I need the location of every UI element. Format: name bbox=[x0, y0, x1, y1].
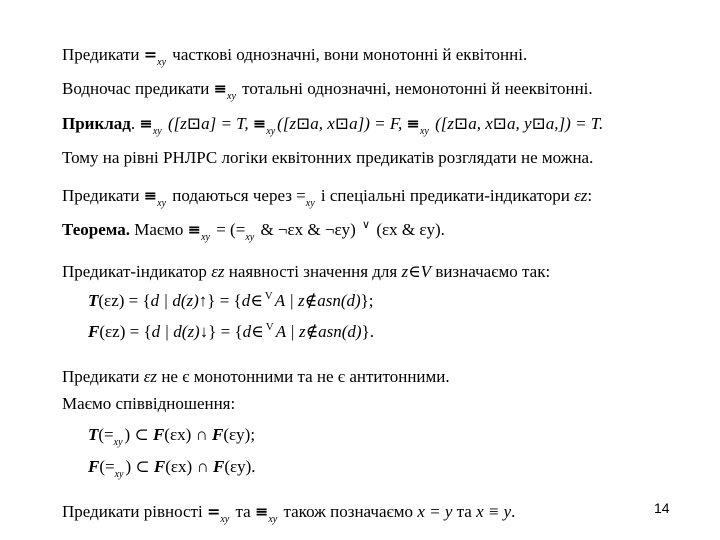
text: (εx) ∩ bbox=[164, 425, 213, 444]
T-symbol: T bbox=[88, 291, 99, 310]
line-8-formula-T bbox=[88, 291, 374, 313]
line-2 bbox=[62, 79, 593, 102]
superscript: V bbox=[264, 290, 273, 302]
text: Предикат-індикатор bbox=[62, 262, 212, 281]
text: Предикати bbox=[62, 45, 144, 64]
or-symbol: ∨ bbox=[362, 219, 371, 231]
F-symbol: F bbox=[88, 457, 100, 476]
subscript: xy bbox=[220, 514, 230, 525]
text: & ¬εx & ¬εy) bbox=[256, 220, 361, 239]
text: (εy). bbox=[224, 457, 256, 476]
eq-symbol: = bbox=[296, 186, 306, 205]
text: Предикати bbox=[62, 186, 144, 205]
variable: εz bbox=[143, 367, 158, 386]
text: Тому на рівні РНЛРС логіки еквітонних предикатів розглядати не можна. bbox=[62, 148, 594, 167]
text: Водночас предикати bbox=[62, 79, 214, 98]
subscript: xy bbox=[157, 198, 167, 209]
equiv-symbol: ≡ bbox=[143, 186, 158, 205]
line-12-relation-T bbox=[88, 425, 255, 448]
text: : bbox=[587, 186, 593, 205]
text: ) ⊂ bbox=[125, 457, 154, 476]
subscript: xy bbox=[152, 126, 162, 137]
text: . bbox=[130, 114, 140, 133]
text: } = { bbox=[207, 291, 242, 310]
equiv-symbol: ≡ bbox=[406, 114, 420, 133]
text: і спеціальні предикати-індикатори bbox=[316, 186, 575, 205]
text: та bbox=[231, 502, 255, 521]
equiv-symbol: ≡ bbox=[139, 114, 153, 133]
line-13-relation-F bbox=[88, 457, 256, 480]
subscript: xy bbox=[305, 198, 315, 209]
subscript: xy bbox=[113, 437, 123, 448]
F-symbol: F bbox=[88, 322, 100, 341]
formula: d∈ bbox=[242, 322, 264, 341]
variable: εz bbox=[574, 186, 588, 205]
line-9-formula-F bbox=[88, 322, 374, 344]
formula: d | d(z)↑ bbox=[150, 291, 208, 310]
text: визначаємо так: bbox=[431, 262, 551, 281]
formula: x = y bbox=[417, 502, 453, 521]
text: наявності значення для bbox=[224, 262, 402, 281]
text: Предикати bbox=[62, 367, 144, 386]
line-5 bbox=[62, 186, 592, 209]
subscript: xy bbox=[114, 469, 124, 480]
subscript: xy bbox=[157, 57, 167, 68]
line-4 bbox=[62, 148, 593, 168]
T-symbol: T bbox=[88, 425, 99, 444]
line-7 bbox=[62, 262, 550, 282]
line-6-theorem bbox=[62, 220, 445, 243]
subscript: xy bbox=[266, 126, 276, 137]
F-symbol: F bbox=[152, 425, 165, 444]
text: не є монотонними та не є антитонними. bbox=[157, 367, 450, 386]
theorem-label: Теорема. bbox=[62, 220, 130, 239]
text: тотальні однозначні, немонотонні й нееквітонні. bbox=[237, 79, 593, 98]
text: . bbox=[511, 502, 516, 521]
formula: ([z⊡a] = T, bbox=[163, 114, 253, 133]
text: часткові однозначні, вони монотонні й еквітонні. bbox=[168, 45, 528, 64]
line-14 bbox=[62, 502, 515, 525]
text: (εx & εy). bbox=[372, 220, 445, 239]
eq-symbol: = bbox=[206, 502, 221, 521]
F-symbol: F bbox=[153, 457, 166, 476]
formula: ([z⊡a, x⊡a]) = F, bbox=[277, 114, 407, 133]
eq-symbol: = bbox=[143, 45, 158, 64]
text: }. bbox=[361, 322, 375, 341]
formula: d | d(z)↓ bbox=[151, 322, 209, 341]
subscript: xy bbox=[201, 232, 210, 243]
text: (εz) = { bbox=[98, 291, 151, 310]
equiv-symbol: ≡ bbox=[254, 502, 269, 521]
text: (εy); bbox=[223, 425, 256, 444]
superscript: V bbox=[265, 321, 274, 333]
formula: x ≡ y bbox=[476, 502, 512, 521]
text: (εz) = { bbox=[99, 322, 152, 341]
text: Предикати рівності bbox=[62, 502, 207, 521]
formula: A | z∉asn(d) bbox=[274, 291, 361, 310]
subscript: xy bbox=[227, 91, 236, 102]
text: (= bbox=[99, 457, 115, 476]
F-symbol: F bbox=[212, 457, 225, 476]
text: = (= bbox=[211, 220, 246, 239]
line-11 bbox=[62, 394, 235, 414]
equiv-symbol: ≡ bbox=[252, 114, 267, 133]
text: подаються через bbox=[168, 186, 297, 205]
subscript: xy bbox=[245, 232, 255, 243]
line-10 bbox=[62, 367, 450, 387]
text: також позначаємо bbox=[279, 502, 418, 521]
formula: d∈ bbox=[241, 291, 263, 310]
text: }; bbox=[360, 291, 374, 310]
subscript: xy bbox=[419, 126, 429, 137]
example-label: Приклад bbox=[62, 114, 131, 133]
F-symbol: F bbox=[212, 425, 224, 444]
variable: εz bbox=[211, 262, 225, 281]
text: та bbox=[452, 502, 477, 521]
text: } = { bbox=[208, 322, 243, 341]
formula: A | z∉asn(d) bbox=[275, 322, 362, 341]
subscript: xy bbox=[268, 514, 278, 525]
page-number: 14 bbox=[654, 500, 670, 516]
text: ) ⊂ bbox=[124, 425, 153, 444]
text: Маємо співвідношення: bbox=[62, 394, 236, 413]
text: (= bbox=[98, 425, 114, 444]
text: Маємо bbox=[129, 220, 188, 239]
equiv-symbol: ≡ bbox=[213, 79, 228, 98]
text: (εx) ∩ bbox=[165, 457, 213, 476]
variable: z∈V bbox=[401, 262, 432, 281]
formula: ([z⊡a, x⊡a, y⊡a,]) = T. bbox=[430, 114, 604, 133]
line-1 bbox=[62, 45, 527, 68]
line-3-example bbox=[62, 114, 603, 137]
equiv-symbol: ≡ bbox=[187, 220, 202, 239]
